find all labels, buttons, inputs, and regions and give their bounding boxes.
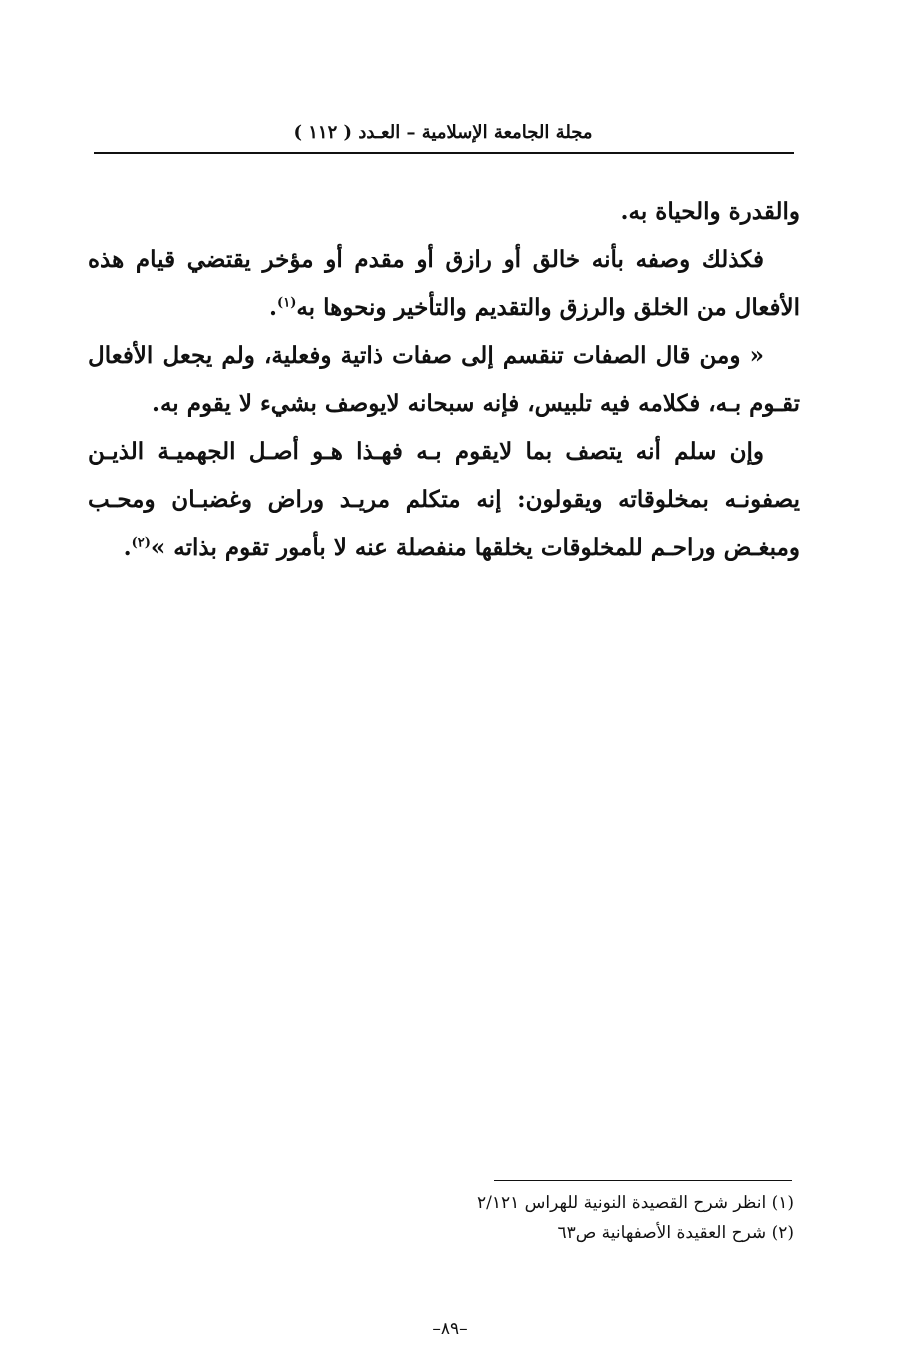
paragraph-text: فكذلك وصفه بأنه خالق أو رازق أو مقدم أو مؤخر يقتضي قيام هذه الأفعال من الخلق والرزق والتقديم والتأخير ونحوها به	[88, 246, 800, 321]
running-header: مجلة الجامعة الإسلامية – العـدد ( ١١٢ )	[293, 122, 593, 143]
paragraph-tail: .	[269, 294, 278, 321]
paragraph-tail: .	[123, 534, 132, 561]
paragraph-text: والقدرة والحياة به.	[620, 198, 800, 225]
paragraph-text: « ومن قال الصفات تنقسم إلى صفات ذاتية وفعلية، ولم يجعل الأفعال تقـوم بـه، فكلامه فيه تلبيس، فإنه سبحانه لايوصف بشيء لا يقوم به.	[88, 342, 800, 417]
paragraph	[88, 428, 800, 572]
paragraph	[88, 188, 800, 236]
paragraph	[88, 236, 800, 332]
footnotes	[300, 1188, 794, 1248]
page-number: –٨٩–	[432, 1319, 468, 1339]
paragraph-text: وإن سلم أنه يتصف بما لايقوم بـه فهـذا هـو أصـل الجهميـة الذيـن يصفونـه بمخلوقاته ويقولون: إنه متكلم مريـد وراض وغضبـان ومحـب ومبغـض وراحـم للمخلوقات يخلقها منفصلة عنه لا بأمور تقوم بذاته »	[88, 438, 800, 561]
footnote-ref[interactable]: (١)	[277, 295, 297, 311]
footnote: (٢) شرح العقيدة الأصفهانية ص٦٣	[557, 1223, 794, 1243]
header-rule	[94, 152, 794, 154]
body-text	[88, 188, 800, 572]
paragraph	[88, 332, 800, 428]
footnote-rule	[494, 1180, 792, 1181]
footnote-ref[interactable]: (٢)	[131, 535, 151, 551]
footnote: (١) انظر شرح القصيدة النونية للهراس ٢/١٢١	[477, 1193, 794, 1213]
